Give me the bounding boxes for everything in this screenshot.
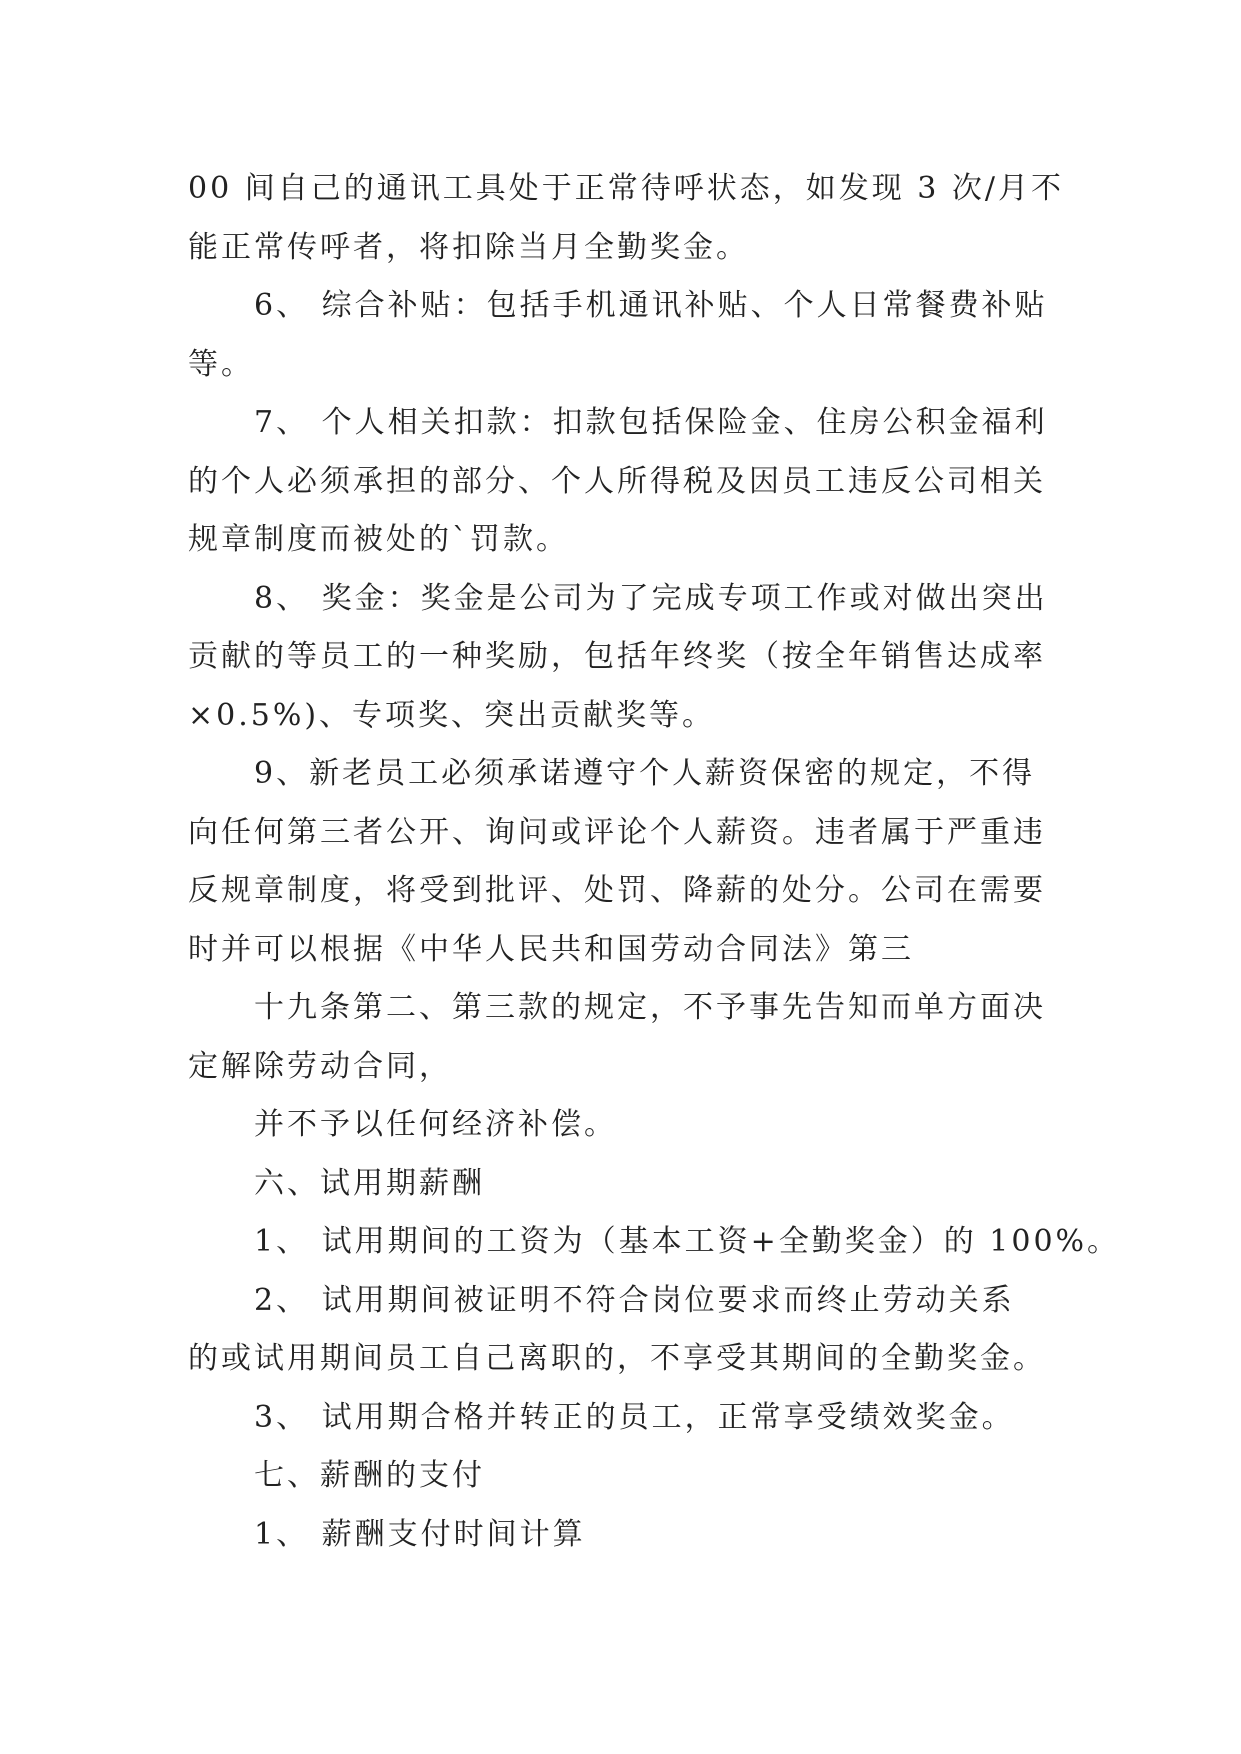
- list-item-1-payment-time: 1、 薪酬支付时间计算: [254, 1516, 586, 1552]
- section-heading-probation-pay: 六、试用期薪酬: [254, 1165, 485, 1201]
- text-line: 并不予以任何经济补偿。: [254, 1107, 617, 1142]
- list-item-3-probation-confirmed: 3、 试用期合格并转正的员工，正常享受绩效奖金。: [254, 1399, 1015, 1435]
- list-item-1-probation-wage: 1、 试用期间的工资为（基本工资+全勤奖金）的 100%。: [254, 1224, 1121, 1259]
- text-line: 十九条第二、第三款的规定，不予事先告知而单方面决: [254, 990, 1046, 1025]
- text-line: 00 间自己的通讯工具处于正常待呼状态，如发现 3 次/月不: [188, 171, 1064, 206]
- text-line: 的个人必须承担的部分、个人所得税及因员工违反公司相关: [188, 463, 1046, 499]
- text-line: 等。: [188, 346, 254, 382]
- text-line: 反规章制度，将受到批评、处罚、降薪的处分。公司在需要: [188, 873, 1046, 908]
- list-item-6-comprehensive-subsidy: 6、 综合补贴：包括手机通讯补贴、个人日常餐费补贴: [254, 288, 1048, 323]
- list-item-7-personal-deductions: 7、 个人相关扣款：扣款包括保险金、住房公积金福利: [254, 405, 1048, 440]
- text-line: 贡献的等员工的一种奖励，包括年终奖（按全年销售达成率: [188, 639, 1046, 674]
- document-body: [188, 160, 1121, 1564]
- text-line: ×0.5%)、专项奖、突出贡献奖等。: [188, 697, 716, 733]
- list-item-2-probation-termination: 2、 试用期间被证明不符合岗位要求而终止劳动关系: [254, 1282, 1015, 1318]
- text-line: 能正常传呼者，将扣除当月全勤奖金。: [188, 229, 749, 265]
- section-heading-salary-payment: 七、薪酬的支付: [254, 1458, 485, 1493]
- text-line: 定解除劳动合同，: [188, 1048, 452, 1084]
- list-item-9-salary-confidentiality: 9、新老员工必须承诺遵守个人薪资保密的规定，不得: [254, 756, 1036, 791]
- text-line: 时并可以根据《中华人民共和国劳动合同法》第三: [188, 931, 914, 967]
- text-line: 的或试用期间员工自己离职的，不享受其期间的全勤奖金。: [188, 1341, 1046, 1376]
- text-line: 规章制度而被处的`罚款。: [188, 522, 569, 557]
- text-line: 向任何第三者公开、询问或评论个人薪资。违者属于严重违: [188, 814, 1046, 850]
- list-item-8-bonus: 8、 奖金：奖金是公司为了完成专项工作或对做出突出: [254, 580, 1048, 616]
